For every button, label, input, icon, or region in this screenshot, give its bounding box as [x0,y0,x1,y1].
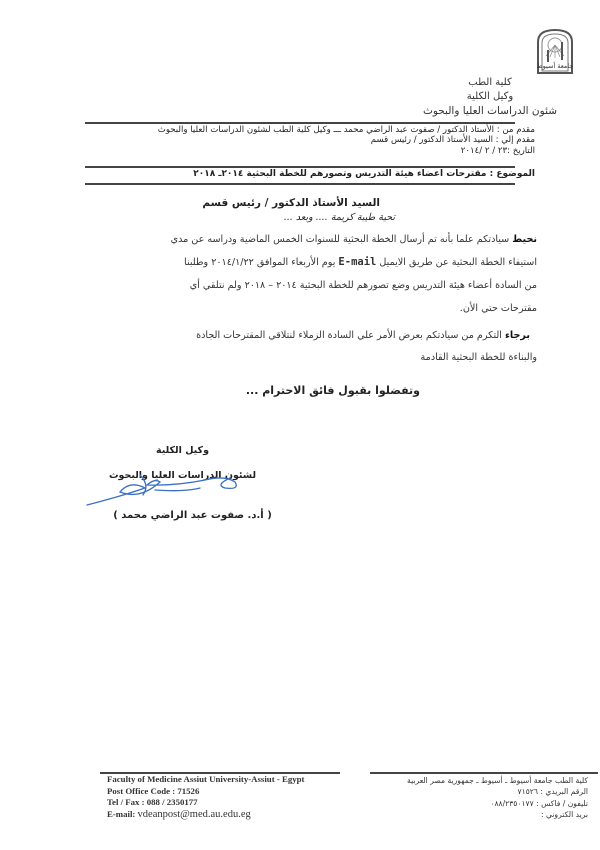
university-logo [535,28,575,74]
paragraph-1-line-1 [45,234,537,245]
paragraph-1-line-4: مقترحات حتي الأن. [459,303,537,314]
divider-top [85,122,515,124]
footer-email-link[interactable]: vdeanpost@med.au.edu.eg [137,808,251,820]
department-name: شئون الدراسات العليا والبحوث [422,105,558,117]
footer-ar-postcode: الرقم البريدي : ٧١٥٢٦ [517,787,588,797]
paragraph-1-text-1: سيادتكم علما بأنه تم أرسال الخطة البحثية للسنوات الخمس الماضية ودراسه عن مدي [170,234,510,245]
signatory-title-line-2: لشئون الدراسات العليا والبحوث [108,470,257,481]
paragraph-1-text-2b: يوم الأربعاء الموافق ٢٠١٤/١/٢٢ وطلبنا [184,257,336,268]
paragraph-1-line-3: من السادة أعضاء هيئة التدريس وضع تصورهم للخطة البحثية ٢٠١٤ – ٢٠١٨ ولم نتلقي أي [189,280,537,291]
paragraph-2-text-1: التكرم من سيادتكم بعرض الأمر علي السادة الزملاء لنتلاقي المقترحات الجادة [196,330,502,341]
signatory-title-line-1: وكيل الكلية [156,445,209,456]
paragraph-2-line-1 [45,330,530,341]
footer-english [107,774,304,820]
paragraph-2-lead: برجاء [505,330,530,341]
memo-subject: الموضوع : مقترحات اعضاء هيئة التدريس وتصورهم للخطة البحثية ٢٠١٤ـ ٢٠١٨ [193,169,535,179]
memo-to: مقدم إلي : السيد الأستاذ الدكتور / رئيس قسم [370,135,535,146]
closing-phrase: وتفضلوا بقبول فائق الاحترام ... [245,384,420,397]
email-word: E-mail [338,256,377,268]
paragraph-1-text-2a: استيفاء الخطة البحثية عن طريق الايميل [379,257,537,268]
greeting: تحية طيبة كريمة .... وبعد ... [283,212,395,223]
divider-meta [85,166,515,168]
logo-text: جامعة أسيوط [536,62,574,70]
memo-from: مقدم من : الأستاذ الدكتور / صفوت عبد الراضي محمد ـــ وكيل كلية الطب لشئون الدراسات العليا والبحوث [157,125,535,135]
salutation: السيد الأستاذ الدكتور / رئيس قسم [202,197,380,209]
paragraph-1-line-2 [45,256,537,268]
memo-meta [15,125,535,156]
office-name: وكيل الكلية [466,91,514,102]
footer-en-phone: Tel / Fax : 088 / 2350177 [107,797,198,808]
footer-divider-right [370,772,598,774]
footer-ar-phone: تليفون / فاكس : ٠٨٨/٢٣٥٠١٧٧ [490,798,588,808]
footer-arabic [368,775,588,821]
faculty-name: كلية الطب [468,77,512,88]
memo-date: التاريخ :٢٣ / ٢ /٢٠١٤ [460,145,535,156]
divider-subject [85,183,515,185]
paragraph-2-line-2: والبناءة للخطة البحثية القادمة [420,352,537,363]
footer-ar-email-label: بريد الكتروني : [541,810,588,820]
signatory-name: ( أ.د. صفوت عبد الراضي محمد ) [113,510,272,521]
paragraph-1-lead: نحيط [512,234,537,245]
footer-ar-address: كلية الطب جامعة أسيوط ـ أسيوط ـ جمهورية مصر العربية [407,776,588,785]
footer-en-postcode: Post Office Code : 71526 [107,785,200,796]
footer-en-address: Faculty of Medicine Assiut University-Assiut - Egypt [107,774,305,784]
letterhead [415,76,565,118]
footer-en-email-label: E-mail: [107,808,136,819]
handwritten-signature [85,470,255,510]
